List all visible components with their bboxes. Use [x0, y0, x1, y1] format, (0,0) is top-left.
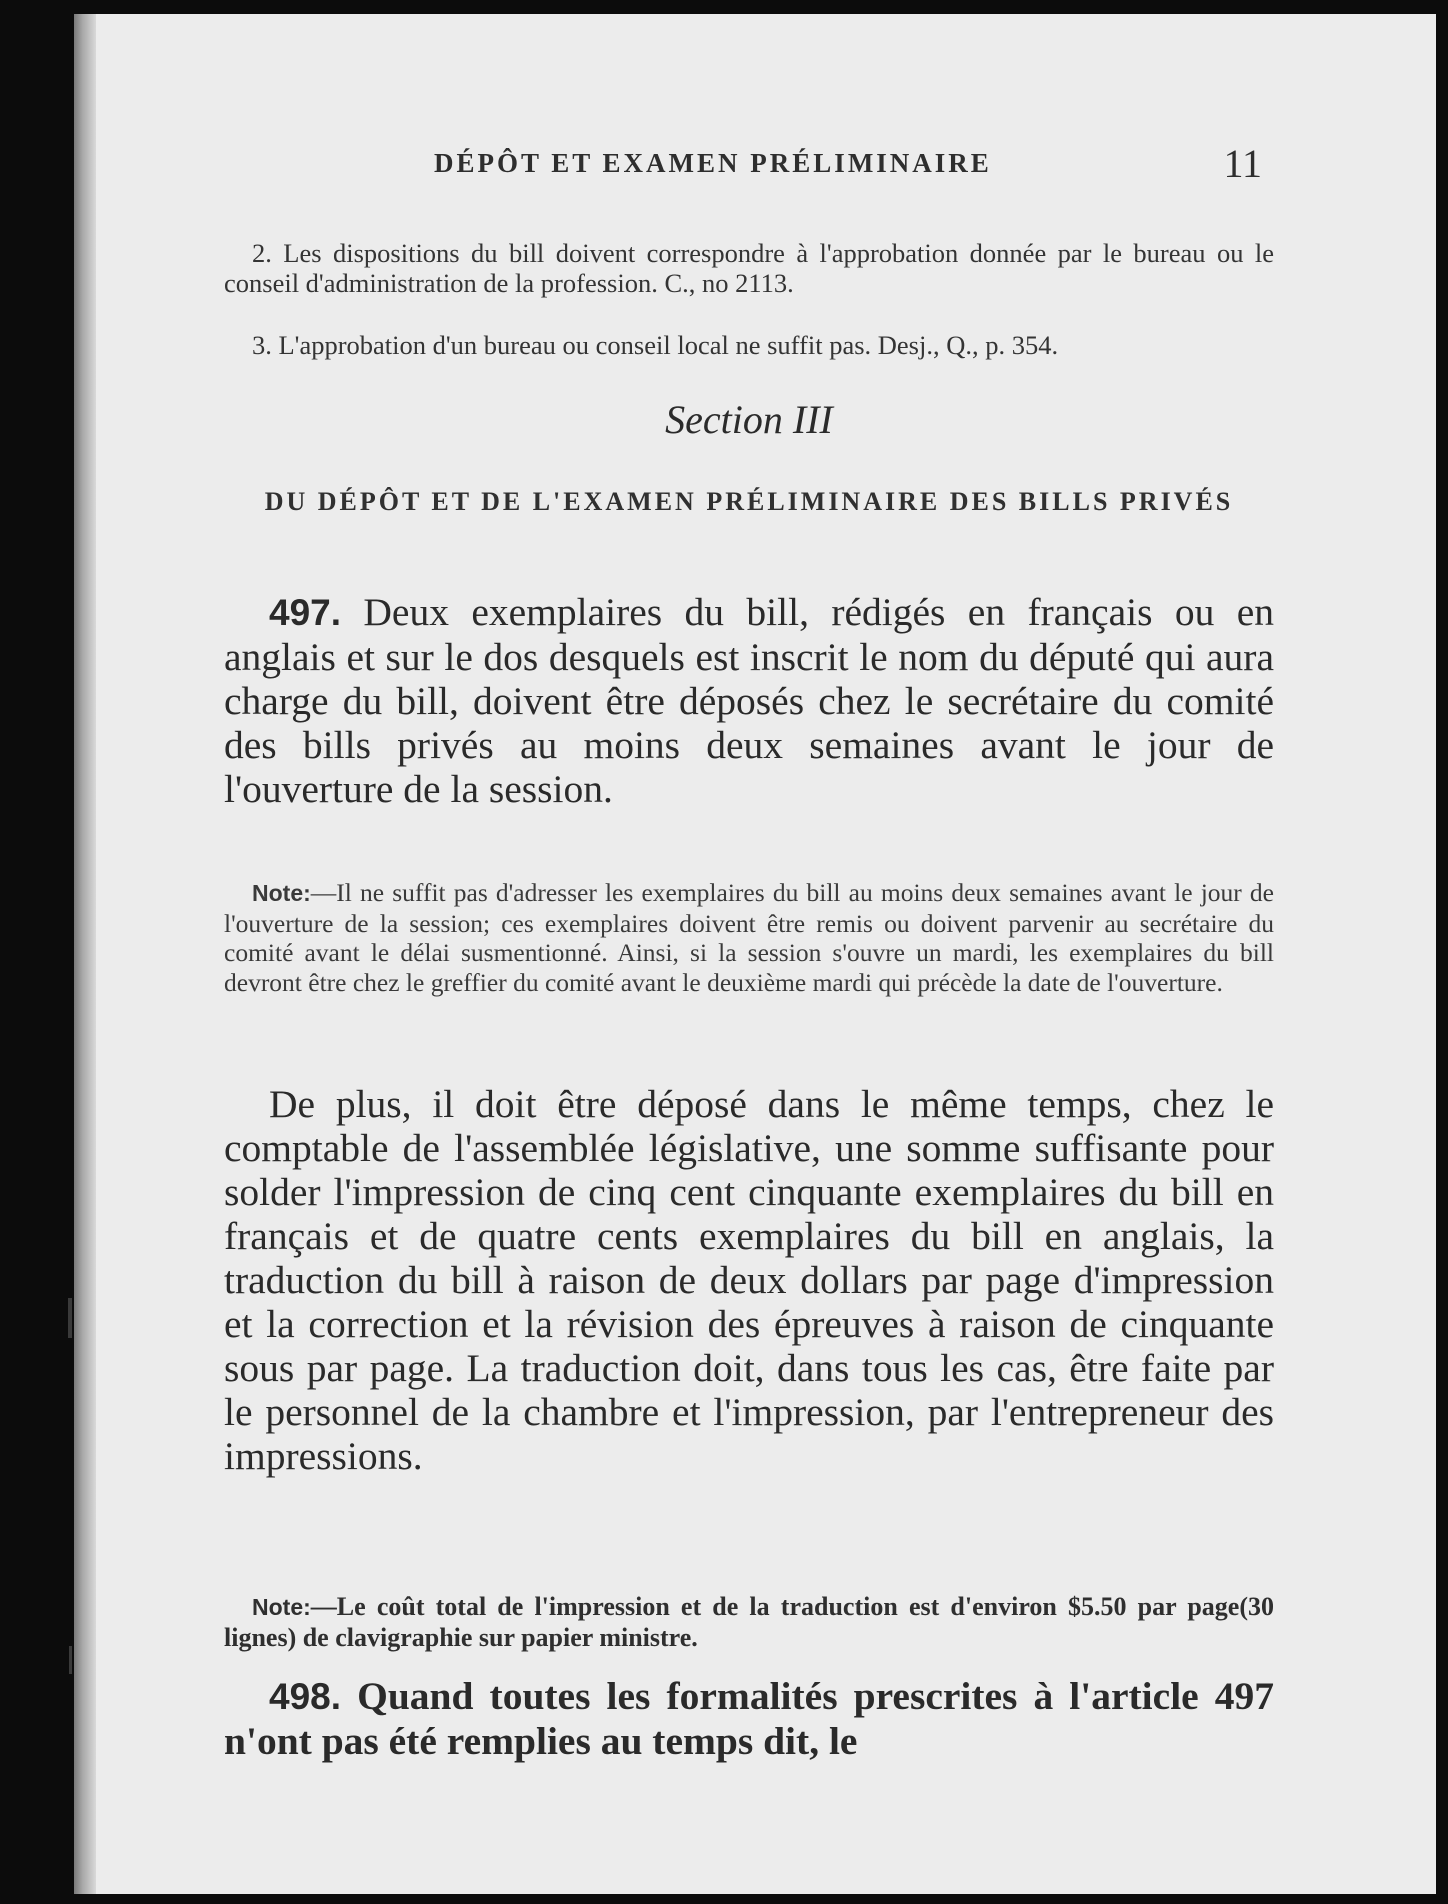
note-label: Note:: [252, 1594, 311, 1620]
note-block-2: [224, 1592, 1274, 1652]
note-block-1: [224, 878, 1274, 997]
note-text: —Le coût total de l'impression et de la traduction est d'environ $5.50 par page(30 lignes) de clavigraphie sur papier ministre.: [224, 1592, 1274, 1652]
article-text: Quand toutes les formalités prescrites à l'article 497 n'ont pas été remplies au temps dit, le: [224, 1674, 1275, 1763]
paragraph-deposit: De plus, il doit être déposé dans le même temps, chez le comptable de l'assemblée législative, une somme suffisante pour solder l'impression de cinq cent cinquante exemplaires du bill en français et de quatre cents exemplaires du bill en anglais, la traduction du bill à raison de deux dollars par page d'impression et la correction et la révision des épreuves à raison de cinquante sous par page. La traduction doit, dans tous les cas, être faite par le personnel de la chambre et l'impression, par l'entrepreneur des impressions.: [224, 1082, 1274, 1478]
article-number: 497.: [269, 592, 342, 633]
page-number: 11: [1223, 141, 1262, 186]
page-content: [224, 0, 1274, 1880]
running-head: [224, 141, 1274, 188]
article-497: [224, 590, 1274, 811]
note-label: Note:: [252, 880, 311, 906]
margin-mark: [69, 1646, 72, 1674]
article-498: [224, 1674, 1274, 1763]
article-text: Deux exemplaires du bill, rédigés en français ou en anglais et sur le dos desquels est inscrit le nom du député qui aura charge du bill, doivent être déposés chez le secrétaire du comité des bills privés au moins deux semaines avant le jour de l'ouverture de la session.: [224, 590, 1275, 811]
article-number: 498.: [269, 1676, 342, 1717]
section-title: Section III: [665, 397, 833, 442]
margin-mark: [68, 1298, 72, 1338]
running-title: DÉPÔT ET EXAMEN PRÉLIMINAIRE: [434, 148, 992, 178]
binding-gutter: [74, 14, 96, 1894]
note-paragraph-3: 3. L'approbation d'un bureau ou conseil local ne suffit pas. Desj., Q., p. 354.: [252, 330, 1059, 360]
section-heading: DU DÉPÔT ET DE L'EXAMEN PRÉLIMINAIRE DES BILLS PRIVÉS: [264, 487, 1234, 516]
note-text: —Il ne suffit pas d'adresser les exemplaires du bill au moins deux semaines avant le jour de l'ouverture de la session; ces exemplaires doivent être remis ou doivent parvenir au secrétaire du comité avant le délai susmentionné. Ainsi, si la session s'ouvre un mardi, les exemplaires du bill devront être chez le greffier du comité avant le deuxième mardi qui précède la date de l'ouverture.: [224, 878, 1274, 997]
note-paragraph-2: 2. Les dispositions du bill doivent correspondre à l'approbation donnée par le bureau ou le conseil d'administration de la profession. C., no 2113.: [224, 238, 1274, 298]
